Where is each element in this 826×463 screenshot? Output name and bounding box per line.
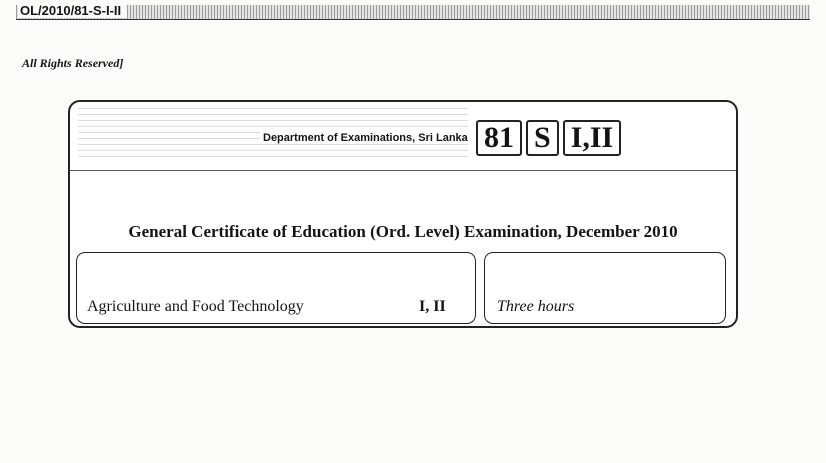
subject-box bbox=[76, 252, 476, 324]
subject-name: Agriculture and Food Technology bbox=[87, 298, 304, 315]
paper-code-medium: S bbox=[526, 120, 559, 156]
copyright-notice: All Rights Reserved] bbox=[22, 56, 124, 70]
duration-box bbox=[484, 252, 726, 324]
department-name: Department of Examinations, Sri Lanka bbox=[260, 132, 471, 144]
exam-code: OL/2010/81-S-I-II bbox=[18, 3, 127, 18]
certificate-title: General Certificate of Education (Ord. Level) Examination, December 2010 bbox=[128, 222, 678, 241]
divider bbox=[70, 170, 736, 171]
paper-code bbox=[476, 120, 621, 156]
paper-numeral: I, II bbox=[419, 298, 446, 315]
cover-frame bbox=[68, 100, 738, 328]
paper-code-parts: I,II bbox=[563, 120, 622, 156]
header-rule bbox=[16, 5, 810, 20]
duration: Three hours bbox=[497, 298, 575, 315]
paper-code-number: 81 bbox=[476, 120, 522, 156]
